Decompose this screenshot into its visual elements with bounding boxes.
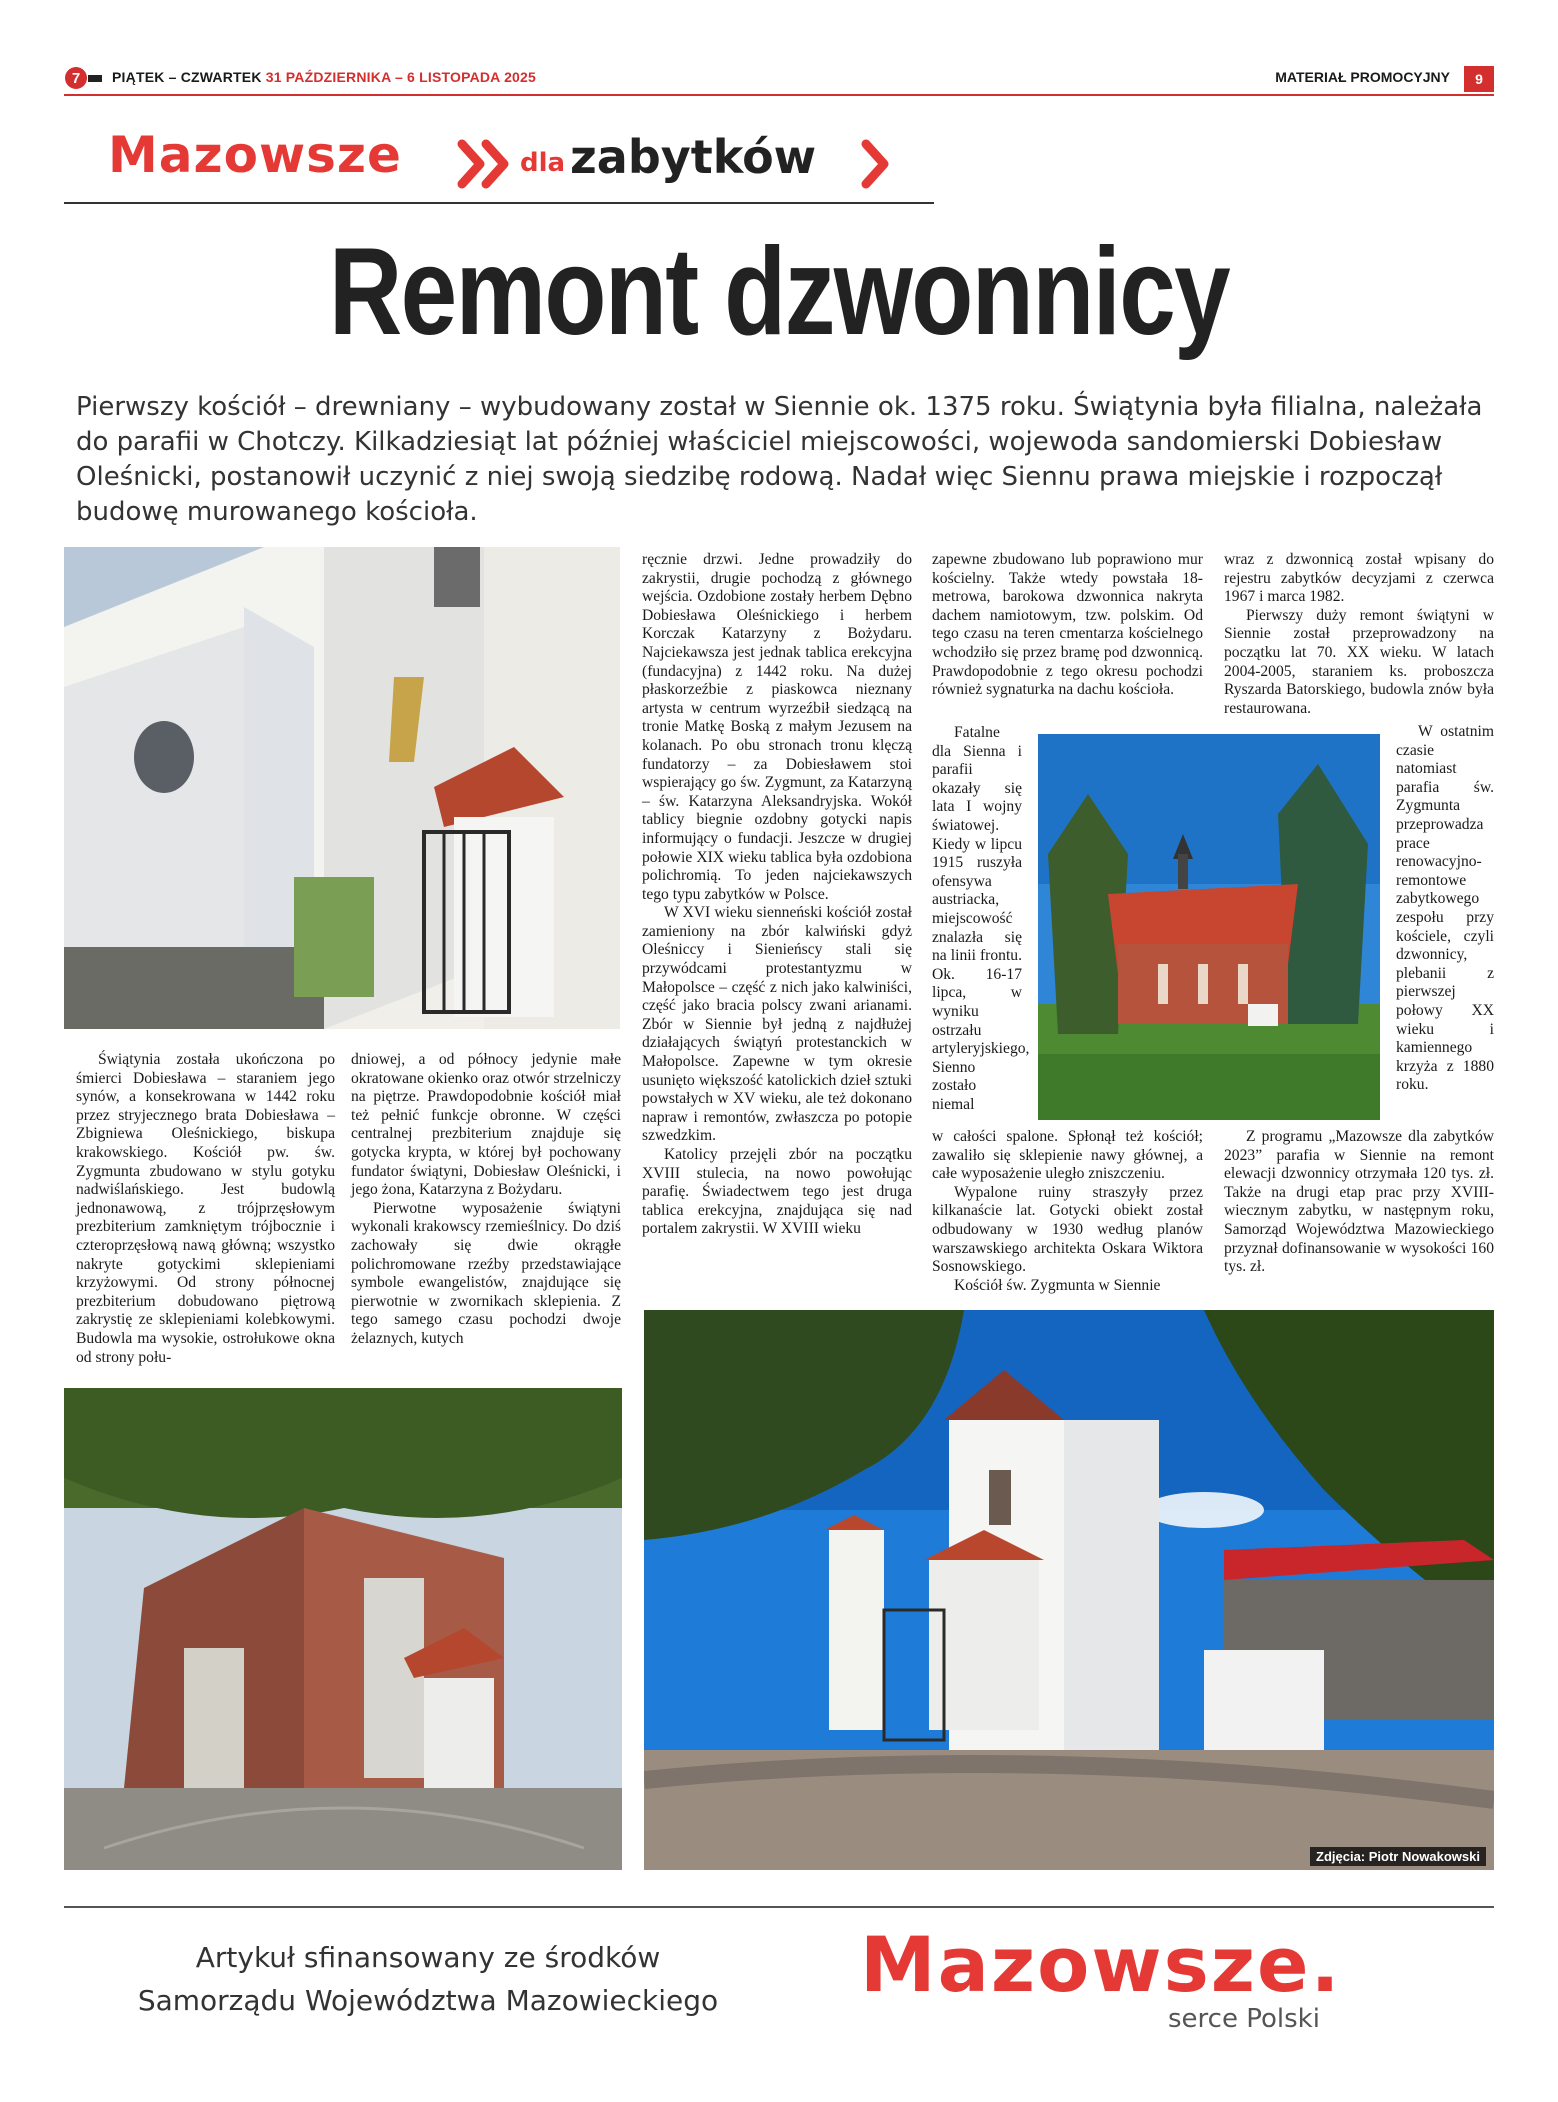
paragraph: Świątynia została ukończona po śmierci Dobiesława – staraniem jego synów, a konsekrowana w 1442 roku przez stryjecznego brata Dobiesława – Zbigniewa Oleśnickiego, biskupa krakowskiego. Kościół pw. św. Zygmunta zbudowano w stylu gotyku nadwiślańskiego. Jest budowlą jednonawową, z trójprzęsłowym prezbiterium zamkniętym trójbocznie i czteroprzęsłową nawą główną; wszystko nakryte gotyckimi sklepieniami krzyżowymi. Od strony północnej prezbiterium dobudowano piętrową zakrystię ze sklepieniami kolebkowymi. Budowla ma wysokie, ostrołukowe okna od strony połu- — [76, 1051, 335, 1366]
brand-zabytkow: zabytków — [570, 130, 817, 184]
mazowsze-dla-zabytkow-logo — [108, 126, 908, 196]
paragraph: Z programu „Mazowsze dla zabytków 2023” parafia w Siennie na remont elewacji dzwonnicy otrzymała 120 tys. zł. Także na drugi etap prac przy XVIII-wiecznym zabytku, w następnym roku, Samorząd Województwa Mazowieckiego przyznał dofinansowanie w wysokości 160 tys. zł. — [1224, 1128, 1494, 1276]
paragraph: Kościół św. Zygmunta w Siennie — [954, 1276, 1161, 1294]
body-column-5-top — [1224, 551, 1494, 718]
paragraph: Pierwszy duży remont świątyni w Siennie został przeprowadzony na początku lat 70. XX wieku. W latach 2004-2005, staraniem ks. proboszcza Ryszarda Batorskiego, budowla znów była restaurowana. — [1224, 606, 1494, 717]
church-side-illustration — [1038, 734, 1380, 1120]
mazowsze-logo: Mazowsze. — [860, 1920, 1342, 2009]
paragraph: Katolicy przejęli zbór na początku XVIII stulecia, na nowo powołując parafię. Świadectwem tego jest druga tablica erekcyjna, znajdująca się nad portalem zakrystii. W XVIII wieku — [642, 1146, 912, 1238]
funding-note — [108, 1936, 748, 2022]
paragraph: Pierwotne wyposażenie świątyni wykonali krakowscy rzemieślnicy. Do dziś zachowały się dwie okrągłe polichromowane rzeźby przedstawiające symbole ewangelistów, znajdujące się pierwotnie w zwornikach sklepienia. Z tego samego czasu pochodzi dwoje żelaznych, kutych — [351, 1199, 621, 1347]
body-column-1 — [76, 1051, 335, 1367]
photo-church-side — [1038, 734, 1380, 1120]
newspaper-7-logo-icon — [64, 66, 104, 90]
mazowsze-tagline: serce Polski — [1168, 2004, 1320, 2034]
paragraph: W XVI wieku sienneński kościół został zamieniony na zbór kalwiński gdyż Oleśniccy i Sienieńscy stali się przywódcami protestantyzmu w Małopolsce – część z nich jako kalwiniści, część jako bracia polscy zwani arianami. Zbór w Siennie był jedną z najdłużej działających świątyń protestanckich w Małopolsce. Zapewne w tym okresie usunięto większość katolickich dzieł sztuki powstałych w XV wieku, ale też dokonano napraw i remontów, zwłaszcza po potopie szwedzkim. — [642, 904, 912, 1145]
section-label: MATERIAŁ PROMOCYJNY — [1275, 69, 1450, 85]
body-column-2 — [351, 1051, 621, 1349]
page-number: 9 — [1464, 66, 1494, 92]
paragraph: Fatalne dla Sienna i parafii okazały się lata I wojny światowej. Kiedy w lipcu 1915 ruszyła ofensywa austriacka, miejscowość znalazła się na linii frontu. Ok. 16-17 lipca, w wyniku ostrzału artyleryjskiego, Sienno zostało niemal — [932, 724, 1030, 1113]
paragraph: wraz z dzwonnicą został wpisany do rejestru zabytków decyzjami z czerwca 1967 i marca 1982. — [1224, 551, 1494, 606]
brand-divider — [64, 202, 934, 204]
photo-belltower-gate — [64, 547, 620, 1029]
article-title: Remont dzwonnicy — [328, 223, 1230, 361]
paragraph: w całości spalone. Spłonął też kościół; zawaliło się sklepienie nawy głównej, a całe wyposażenie uległo zniszczeniu. — [932, 1128, 1203, 1183]
date-range: 31 PAŹDZIERNIKA – 6 LISTOPADA 2025 — [265, 69, 537, 85]
brand-dla: dla — [520, 148, 566, 178]
belltower-gate-illustration — [64, 547, 620, 1029]
paragraph: Wypalone ruiny straszyły przez kilkanaście lat. Gotycki obiekt został odbudowany w 1930 według planów warszawskiego architekta Oskara Wiktora Sosnowskiego. — [932, 1183, 1203, 1276]
funding-line-1: Artykuł sfinansowany ze środków — [195, 1941, 661, 1974]
church-corner-illustration — [64, 1388, 622, 1870]
issue-date — [112, 69, 536, 85]
body-column-5-narrow — [1396, 723, 1494, 1095]
paragraph: dniowej, a od północy jedynie małe okratowane okienko oraz otwór strzelniczy na piętrze. Prawdopodobnie kościół miał też pełnić funkcje obronne. W części centralnej prezbiterium znajduje się gotycka krypta, w której był pochowany fundator świątyni, Dobiesław Oleśnicki, i jego żona, Katarzyna z Bożydaru. — [351, 1051, 621, 1199]
funding-line-2: Samorządu Województwa Mazowieckiego — [137, 1984, 719, 2017]
body-column-3 — [642, 551, 912, 1239]
footer-divider — [64, 1906, 1494, 1908]
belltower-wide-illustration — [644, 1310, 1494, 1870]
paragraph: ręcznie drzwi. Jedne prowadziły do zakrystii, drugie pochodzą z głównego wejścia. Ozdobione zostały herbem Dębno Dobiesława Oleśnickiego i herbem Korczak Katarzyny z Bożydaru. Najciekawsza jest jednak tablica erekcyjna (fundacyjna) z 1442 roku. Na dużej płaskorzeźbie z piaskowca nieznany artysta w centrum wyrzeźbił siedzącą na tronie Matkę Boską z małym Jezusem na kolanach. Po obu stronach tronu klęczą fundatorzy – za Dobiesławem stoi wspierający go św. Zygmunt, za Katarzyną – św. Katarzyna Aleksandryjska. Wokół tablicy biegnie ozdobny gotycki napis informujący o fundacji. Jeszcze w drugiej połowie XIX wieku tablica była ozdobiona polichromią. To jeden najciekawszych tego typu zabytków w Polsce. — [642, 551, 912, 903]
top-bar — [64, 66, 1494, 96]
date-prefix: PIĄTEK – CZWARTEK — [112, 69, 262, 85]
paragraph: zapewne zbudowano lub poprawiono mur kościelny. Także wtedy powstała 18-metrowa, barokowa dzwonnica nakryta dachem namiotowym, tzw. polskim. Od tego czasu na teren cmentarza kościelnego wchodziło się przez bramę pod dzwonnicą. Prawdopodobnie z tego okresu pochodzi również sygnaturka na dachu kościoła. — [932, 551, 1203, 699]
photo-belltower-wide — [644, 1310, 1494, 1870]
body-column-5-bottom — [1224, 1128, 1494, 1277]
paragraph: W ostatnim czasie natomiast parafia św. Zygmunta przeprowadza prace renowacyjno-remontowe zabytkowego zespołu przy kościele, czyli dzwonnicy, plebanii z pierwszej połowy XX wieku i kamiennego krzyża z 1880 roku. — [1396, 723, 1494, 1094]
photo-credit: Zdjęcia: Piotr Nowakowski — [1310, 1847, 1486, 1866]
body-column-4-bottom — [932, 1128, 1203, 1295]
article-lead: Pierwszy kościół – drewniany – wybudowany został w Siennie ok. 1375 roku. Świątynia była filialna, należała do parafii w Chotczy. Kilkadziesiąt lat później właściciel miejscowości, wojewoda sandomierski Dobiesław Oleśnicki, postanowił uczynić z niej swoją siedzibę rodową. Nadał więc Siennu prawa miejskie i rozpoczął budowę murowanego kościoła. — [76, 392, 1483, 527]
svg-text:7: 7 — [71, 70, 81, 87]
brand-mazowsze: Mazowsze — [108, 126, 402, 184]
chevron-right-icon — [860, 138, 890, 190]
body-column-4-narrow — [932, 724, 1030, 1114]
photo-church-corner — [64, 1388, 622, 1870]
double-chevron-icon — [456, 138, 512, 190]
body-column-4-top — [932, 551, 1203, 700]
